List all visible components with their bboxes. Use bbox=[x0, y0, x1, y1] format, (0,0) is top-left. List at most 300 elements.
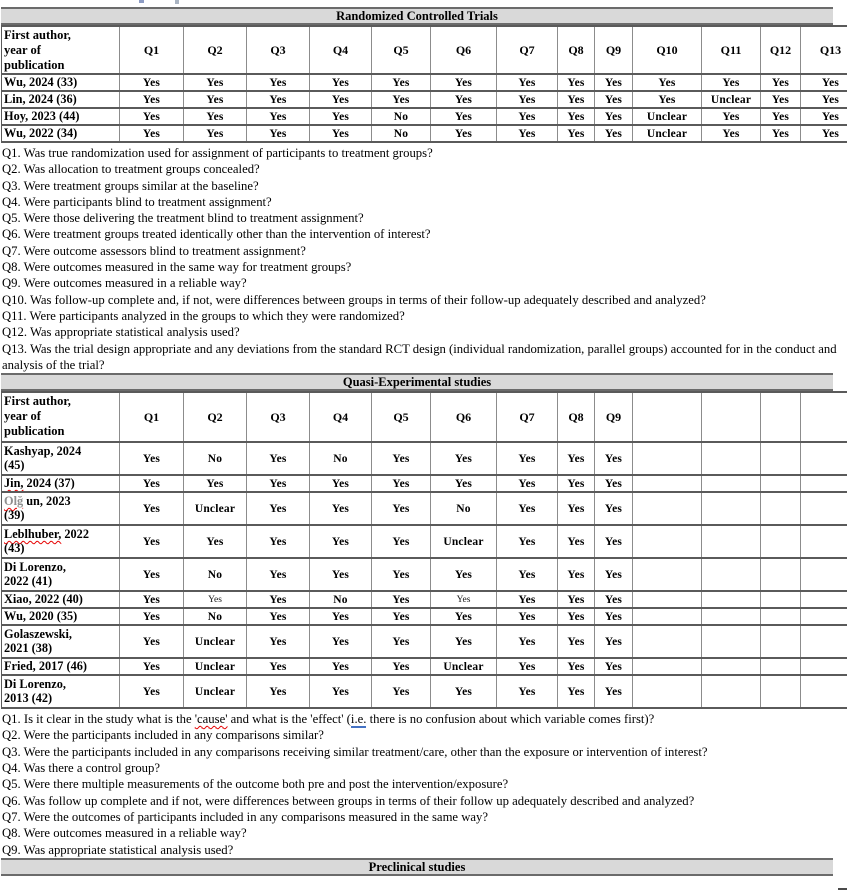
text-segment: Q4. Was there a control group? bbox=[2, 761, 160, 776]
text-segment: Wu, 2024 (33) bbox=[4, 74, 78, 89]
value-cell: Yes bbox=[120, 558, 184, 591]
empty-cell bbox=[702, 591, 761, 608]
value-cell: Yes bbox=[310, 492, 372, 525]
author-line bbox=[4, 575, 117, 589]
empty-cell bbox=[761, 442, 801, 475]
text-segment: Q10. Was follow-up complete and, if not, were differences between groups in terms of their follow-up adequately described and analyzed? bbox=[2, 292, 706, 307]
header-line: publication bbox=[4, 57, 65, 72]
value-cell: Unclear bbox=[702, 91, 761, 108]
value-cell: Yes bbox=[120, 608, 184, 625]
text-segment: Hoy, 2023 (44) bbox=[4, 108, 80, 123]
value-cell: No bbox=[372, 108, 431, 125]
text-segment: Lin, 2024 (36) bbox=[4, 91, 77, 106]
value-cell: Yes bbox=[595, 625, 633, 658]
value-cell: No bbox=[184, 558, 247, 591]
quasi-appraisal-table bbox=[1, 391, 847, 709]
value-cell: Yes bbox=[497, 108, 558, 125]
author-cell bbox=[2, 108, 120, 125]
footnote-line bbox=[2, 711, 847, 727]
value-cell: Yes bbox=[310, 658, 372, 675]
value-cell: Yes bbox=[558, 608, 595, 625]
value-cell: Yes bbox=[595, 608, 633, 625]
value-cell: Yes bbox=[310, 608, 372, 625]
value-cell: Yes bbox=[558, 658, 595, 675]
value-cell: Yes bbox=[372, 558, 431, 591]
footnote-line bbox=[2, 178, 847, 194]
value-cell: Yes bbox=[120, 442, 184, 475]
value-cell: Yes bbox=[595, 91, 633, 108]
value-cell: Yes bbox=[558, 625, 595, 658]
empty-cell bbox=[702, 475, 761, 492]
value-cell: Yes bbox=[247, 625, 310, 658]
value-cell: Yes bbox=[310, 675, 372, 708]
text-segment: Wu, 2022 (34) bbox=[4, 125, 78, 140]
table-row bbox=[2, 108, 847, 125]
empty-cell bbox=[702, 658, 761, 675]
text-segment: Fried, 2017 (46) bbox=[4, 658, 87, 673]
value-cell: Yes bbox=[372, 442, 431, 475]
value-cell: Yes bbox=[184, 525, 247, 558]
value-cell: Yes bbox=[702, 74, 761, 91]
value-cell: Yes bbox=[595, 475, 633, 492]
value-cell: Yes bbox=[761, 108, 801, 125]
text-segment: Jin, bbox=[4, 475, 24, 490]
value-cell: Yes bbox=[372, 492, 431, 525]
text-segment: Q2. Were the participants included in any comparisons similar? bbox=[2, 728, 324, 743]
table-row bbox=[2, 558, 847, 591]
value-cell: Unclear bbox=[431, 525, 497, 558]
author-line bbox=[4, 110, 117, 124]
value-cell: Yes bbox=[120, 108, 184, 125]
author-cell bbox=[2, 558, 120, 591]
author-line bbox=[4, 495, 117, 509]
footnote-line bbox=[2, 324, 847, 340]
qcol-header: Q11 bbox=[702, 26, 761, 74]
value-cell: Yes bbox=[120, 91, 184, 108]
value-cell: Yes bbox=[558, 591, 595, 608]
empty-cell bbox=[633, 625, 702, 658]
empty-cell bbox=[633, 558, 702, 591]
header-line: First author, bbox=[4, 394, 71, 409]
text-segment: (45) bbox=[4, 457, 25, 472]
value-cell: Yes bbox=[120, 591, 184, 608]
text-segment: Leblhuber, bbox=[4, 526, 62, 541]
value-cell: Yes bbox=[372, 475, 431, 492]
empty-cell bbox=[761, 658, 801, 675]
value-cell: Yes bbox=[497, 525, 558, 558]
empty-cell bbox=[702, 492, 761, 525]
empty-cell bbox=[801, 475, 847, 492]
footnote-line bbox=[2, 275, 847, 291]
footnote-line bbox=[2, 259, 847, 275]
value-cell: Yes bbox=[558, 475, 595, 492]
value-cell: Yes bbox=[431, 125, 497, 142]
value-cell: Unclear bbox=[184, 675, 247, 708]
value-cell: Yes bbox=[372, 608, 431, 625]
author-line bbox=[4, 628, 117, 642]
value-cell: Yes bbox=[247, 658, 310, 675]
footnote-line bbox=[2, 744, 847, 760]
value-cell: Yes bbox=[310, 125, 372, 142]
value-cell: Yes bbox=[497, 91, 558, 108]
qcol-header: Q9 bbox=[595, 392, 633, 442]
text-segment: Q4. Were participants blind to treatment assignment? bbox=[2, 194, 272, 209]
value-cell: Unclear bbox=[184, 658, 247, 675]
value-cell: Yes bbox=[372, 74, 431, 91]
qcol-header: Q5 bbox=[372, 26, 431, 74]
footnote-line bbox=[2, 145, 847, 161]
value-cell: Yes bbox=[633, 91, 702, 108]
value-cell: Yes bbox=[310, 625, 372, 658]
value-cell: Yes bbox=[431, 74, 497, 91]
value-cell: No bbox=[184, 608, 247, 625]
footnote-line bbox=[2, 727, 847, 743]
value-cell: Yes bbox=[595, 108, 633, 125]
text-segment: and what is the 'effect' ( bbox=[227, 712, 351, 727]
empty-cell bbox=[633, 591, 702, 608]
table-row bbox=[2, 525, 847, 558]
text-segment: 2024 (37) bbox=[23, 475, 75, 490]
author-line bbox=[4, 692, 117, 706]
text-segment: Q13. Was the trial design appropriate and any deviations from the standard RCT design (individual randomization, parallel groups) accounted for in the conduct and analysis of the trial? bbox=[2, 341, 837, 372]
author-column-header bbox=[2, 26, 120, 74]
author-line bbox=[4, 610, 117, 624]
value-cell: Yes bbox=[120, 625, 184, 658]
qcol-header: Q2 bbox=[184, 26, 247, 74]
value-cell: Yes bbox=[184, 74, 247, 91]
value-cell: Yes bbox=[431, 475, 497, 492]
value-cell: Yes bbox=[801, 74, 847, 91]
value-cell: Yes bbox=[497, 675, 558, 708]
value-cell: Yes bbox=[247, 525, 310, 558]
empty-header-cell bbox=[761, 392, 801, 442]
empty-cell bbox=[633, 475, 702, 492]
value-cell: Yes bbox=[310, 525, 372, 558]
value-cell: Yes bbox=[761, 74, 801, 91]
value-cell: Yes bbox=[558, 675, 595, 708]
value-cell: Yes bbox=[431, 558, 497, 591]
text-segment: (39) bbox=[4, 507, 25, 522]
qcol-header: Q8 bbox=[558, 26, 595, 74]
empty-cell bbox=[702, 558, 761, 591]
value-cell: Yes bbox=[247, 125, 310, 142]
value-cell: Yes bbox=[431, 608, 497, 625]
empty-cell bbox=[801, 658, 847, 675]
section-header-preclinical: Preclinical studies bbox=[1, 858, 833, 876]
value-cell: Yes bbox=[247, 675, 310, 708]
qcol-header: Q6 bbox=[431, 392, 497, 442]
next-table-top-border-fragment bbox=[838, 888, 847, 890]
footnote-line bbox=[2, 341, 847, 374]
text-segment: Xiao, 2022 (40) bbox=[4, 591, 83, 606]
value-cell: Yes bbox=[595, 442, 633, 475]
value-cell: Yes bbox=[184, 108, 247, 125]
value-cell: Yes bbox=[247, 74, 310, 91]
value-cell: Yes bbox=[372, 658, 431, 675]
value-cell: Yes bbox=[120, 492, 184, 525]
header-line: year of bbox=[4, 408, 41, 423]
value-cell: Yes bbox=[558, 525, 595, 558]
footnote-line bbox=[2, 825, 847, 841]
text-segment: (43) bbox=[4, 540, 25, 555]
rct-appraisal-table bbox=[1, 25, 847, 143]
footnote-line bbox=[2, 760, 847, 776]
author-line bbox=[4, 542, 117, 556]
text-segment: 'cause' bbox=[194, 712, 228, 727]
value-cell: No bbox=[372, 125, 431, 142]
value-cell: Yes bbox=[595, 492, 633, 525]
value-cell: Yes bbox=[247, 442, 310, 475]
footnote-line bbox=[2, 842, 847, 858]
text-segment: Q11. Were participants analyzed in the groups to which they were randomized? bbox=[2, 308, 405, 323]
text-segment: Q8. Were outcomes measured in a reliable way? bbox=[2, 826, 247, 841]
empty-cell bbox=[633, 525, 702, 558]
value-cell: Yes bbox=[120, 525, 184, 558]
value-cell: Yes bbox=[431, 591, 497, 608]
empty-cell bbox=[801, 591, 847, 608]
author-cell bbox=[2, 525, 120, 558]
text-segment: there is no confusion about which variable comes first)? bbox=[366, 712, 655, 727]
footnote-line bbox=[2, 809, 847, 825]
value-cell: Yes bbox=[184, 591, 247, 608]
text-segment: Q6. Were treatment groups treated identically other than the intervention of interest? bbox=[2, 227, 431, 242]
clipped-text-fragment bbox=[139, 0, 144, 3]
table-row bbox=[2, 658, 847, 675]
clipped-text-fragment bbox=[175, 0, 179, 4]
table-row bbox=[2, 442, 847, 475]
empty-cell bbox=[801, 442, 847, 475]
table-row bbox=[2, 591, 847, 608]
text-segment: Q1. Is it clear in the study what is the bbox=[2, 712, 195, 727]
text-segment: Q3. Were treatment groups similar at the baseline? bbox=[2, 178, 259, 193]
value-cell: Yes bbox=[595, 658, 633, 675]
clipped-text-remnant bbox=[0, 0, 847, 7]
value-cell: Yes bbox=[247, 475, 310, 492]
value-cell: Yes bbox=[372, 625, 431, 658]
qcol-header: Q3 bbox=[247, 392, 310, 442]
author-line bbox=[4, 593, 117, 607]
empty-cell bbox=[801, 525, 847, 558]
author-cell bbox=[2, 658, 120, 675]
value-cell: Yes bbox=[310, 108, 372, 125]
quasi-footnotes bbox=[2, 711, 847, 858]
text-segment: Q6. Was follow up complete and if not, were differences between groups in terms of their follow up adequately described and analyzed? bbox=[2, 793, 695, 808]
value-cell: Unclear bbox=[633, 108, 702, 125]
value-cell: Yes bbox=[431, 91, 497, 108]
empty-cell bbox=[702, 625, 761, 658]
value-cell: Yes bbox=[431, 108, 497, 125]
value-cell: Yes bbox=[184, 475, 247, 492]
footnote-line bbox=[2, 210, 847, 226]
value-cell: Unclear bbox=[431, 658, 497, 675]
value-cell: Yes bbox=[595, 675, 633, 708]
text-segment: Q2. Was allocation to treatment groups concealed? bbox=[2, 162, 260, 177]
value-cell: Yes bbox=[595, 125, 633, 142]
table-row bbox=[2, 125, 847, 142]
text-segment: Q9. Were outcomes measured in a reliable way? bbox=[2, 276, 247, 291]
empty-cell bbox=[801, 625, 847, 658]
empty-cell bbox=[702, 442, 761, 475]
empty-cell bbox=[801, 608, 847, 625]
table-row bbox=[2, 492, 847, 525]
value-cell: Yes bbox=[310, 91, 372, 108]
value-cell: Yes bbox=[595, 525, 633, 558]
author-line bbox=[4, 642, 117, 656]
value-cell: Yes bbox=[372, 525, 431, 558]
value-cell: Yes bbox=[184, 91, 247, 108]
empty-cell bbox=[702, 675, 761, 708]
author-line bbox=[4, 127, 117, 141]
text-segment: Q1. Was true randomization used for assignment of participants to treatment groups? bbox=[2, 146, 433, 160]
value-cell: Yes bbox=[801, 91, 847, 108]
rct-footnotes bbox=[2, 145, 847, 373]
empty-header-cell bbox=[633, 392, 702, 442]
footnote-line bbox=[2, 161, 847, 177]
qcol-header: Q7 bbox=[497, 26, 558, 74]
value-cell: Unclear bbox=[184, 492, 247, 525]
value-cell: Yes bbox=[497, 625, 558, 658]
footnote-line bbox=[2, 226, 847, 242]
author-cell bbox=[2, 125, 120, 142]
value-cell: Yes bbox=[558, 125, 595, 142]
qcol-header: Q4 bbox=[310, 392, 372, 442]
footnote-line bbox=[2, 243, 847, 259]
value-cell: Yes bbox=[120, 475, 184, 492]
author-cell bbox=[2, 492, 120, 525]
text-segment: Q7. Were outcome assessors blind to treatment assignment? bbox=[2, 243, 306, 258]
value-cell: Yes bbox=[431, 675, 497, 708]
section-header-rct: Randomized Controlled Trials bbox=[1, 7, 833, 25]
value-cell: Yes bbox=[247, 608, 310, 625]
footnote-line bbox=[2, 194, 847, 210]
value-cell: Yes bbox=[702, 125, 761, 142]
empty-cell bbox=[633, 492, 702, 525]
text-segment: Q9. Was appropriate statistical analysis used? bbox=[2, 842, 234, 857]
value-cell: Yes bbox=[558, 91, 595, 108]
footnote-line bbox=[2, 776, 847, 792]
value-cell: Yes bbox=[558, 442, 595, 475]
value-cell: Unclear bbox=[184, 625, 247, 658]
value-cell: Yes bbox=[633, 74, 702, 91]
author-cell bbox=[2, 608, 120, 625]
qcol-header: Q1 bbox=[120, 392, 184, 442]
value-cell: Yes bbox=[247, 558, 310, 591]
text-segment: Q5. Were there multiple measurements of the outcome both pre and post the intervention/exposure? bbox=[2, 777, 509, 792]
value-cell: Yes bbox=[310, 74, 372, 91]
qcol-header: Q4 bbox=[310, 26, 372, 74]
author-cell bbox=[2, 591, 120, 608]
empty-header-cell bbox=[801, 392, 847, 442]
value-cell: Yes bbox=[431, 442, 497, 475]
author-line bbox=[4, 459, 117, 473]
section-header-quasi: Quasi-Experimental studies bbox=[1, 373, 833, 391]
qcol-header: Q9 bbox=[595, 26, 633, 74]
value-cell: Yes bbox=[120, 658, 184, 675]
table-row bbox=[2, 625, 847, 658]
value-cell: Yes bbox=[310, 558, 372, 591]
qcol-header: Q8 bbox=[558, 392, 595, 442]
text-segment: Kashyap, 2024 bbox=[4, 443, 82, 458]
qcol-header: Q2 bbox=[184, 392, 247, 442]
empty-header-cell bbox=[702, 392, 761, 442]
header-line: First author, bbox=[4, 28, 71, 42]
value-cell: Yes bbox=[372, 591, 431, 608]
empty-cell bbox=[761, 675, 801, 708]
text-segment: Q3. Were the participants included in any comparisons receiving similar treatment/care, other than the exposure or intervention of interest? bbox=[2, 744, 708, 759]
header-line: publication bbox=[4, 423, 65, 438]
value-cell: Yes bbox=[595, 74, 633, 91]
text-segment: Q5. Were those delivering the treatment blind to treatment assignment? bbox=[2, 211, 364, 226]
value-cell: Yes bbox=[120, 125, 184, 142]
value-cell: Yes bbox=[247, 91, 310, 108]
value-cell: Yes bbox=[431, 625, 497, 658]
empty-cell bbox=[801, 492, 847, 525]
text-segment: Di Lorenzo, bbox=[4, 559, 66, 574]
value-cell: Yes bbox=[247, 591, 310, 608]
value-cell: Yes bbox=[702, 108, 761, 125]
author-line bbox=[4, 509, 117, 523]
value-cell: Yes bbox=[761, 125, 801, 142]
author-line bbox=[4, 561, 117, 575]
value-cell: No bbox=[184, 442, 247, 475]
table-row bbox=[2, 608, 847, 625]
text-segment: un, 2023 bbox=[23, 493, 71, 508]
value-cell: Yes bbox=[558, 558, 595, 591]
value-cell: Yes bbox=[497, 591, 558, 608]
text-segment: Q12. Was appropriate statistical analysis used? bbox=[2, 325, 240, 340]
text-segment: Q7. Were the outcomes of participants included in any comparisons measured in the same way? bbox=[2, 809, 489, 824]
empty-cell bbox=[761, 591, 801, 608]
qcol-header: Q3 bbox=[247, 26, 310, 74]
author-line bbox=[4, 678, 117, 692]
author-line bbox=[4, 445, 117, 459]
empty-cell bbox=[801, 558, 847, 591]
text-segment: 2021 (38) bbox=[4, 640, 53, 655]
text-segment: Golaszewski, bbox=[4, 626, 72, 641]
author-cell bbox=[2, 675, 120, 708]
text-segment: Di Lorenzo, bbox=[4, 676, 66, 691]
text-segment: 2022 bbox=[61, 526, 89, 541]
value-cell: Yes bbox=[120, 675, 184, 708]
table-row bbox=[2, 475, 847, 492]
empty-cell bbox=[633, 675, 702, 708]
author-line bbox=[4, 76, 117, 90]
empty-cell bbox=[633, 442, 702, 475]
text-segment: i.e. bbox=[350, 712, 367, 727]
qcol-header: Q12 bbox=[761, 26, 801, 74]
author-cell bbox=[2, 91, 120, 108]
text-segment: 2022 (41) bbox=[4, 573, 53, 588]
value-cell: Yes bbox=[558, 108, 595, 125]
qcol-header: Q1 bbox=[120, 26, 184, 74]
empty-cell bbox=[761, 608, 801, 625]
value-cell: Yes bbox=[497, 442, 558, 475]
value-cell: Yes bbox=[497, 492, 558, 525]
value-cell: Yes bbox=[801, 125, 847, 142]
author-cell bbox=[2, 74, 120, 91]
author-line bbox=[4, 477, 117, 491]
qcol-header: Q7 bbox=[497, 392, 558, 442]
empty-cell bbox=[761, 625, 801, 658]
value-cell: Yes bbox=[595, 591, 633, 608]
empty-cell bbox=[702, 525, 761, 558]
value-cell: Yes bbox=[595, 558, 633, 591]
empty-cell bbox=[702, 608, 761, 625]
qcol-header: Q5 bbox=[372, 392, 431, 442]
value-cell: Yes bbox=[497, 608, 558, 625]
qcol-header: Q13 bbox=[801, 26, 847, 74]
value-cell: Yes bbox=[558, 492, 595, 525]
